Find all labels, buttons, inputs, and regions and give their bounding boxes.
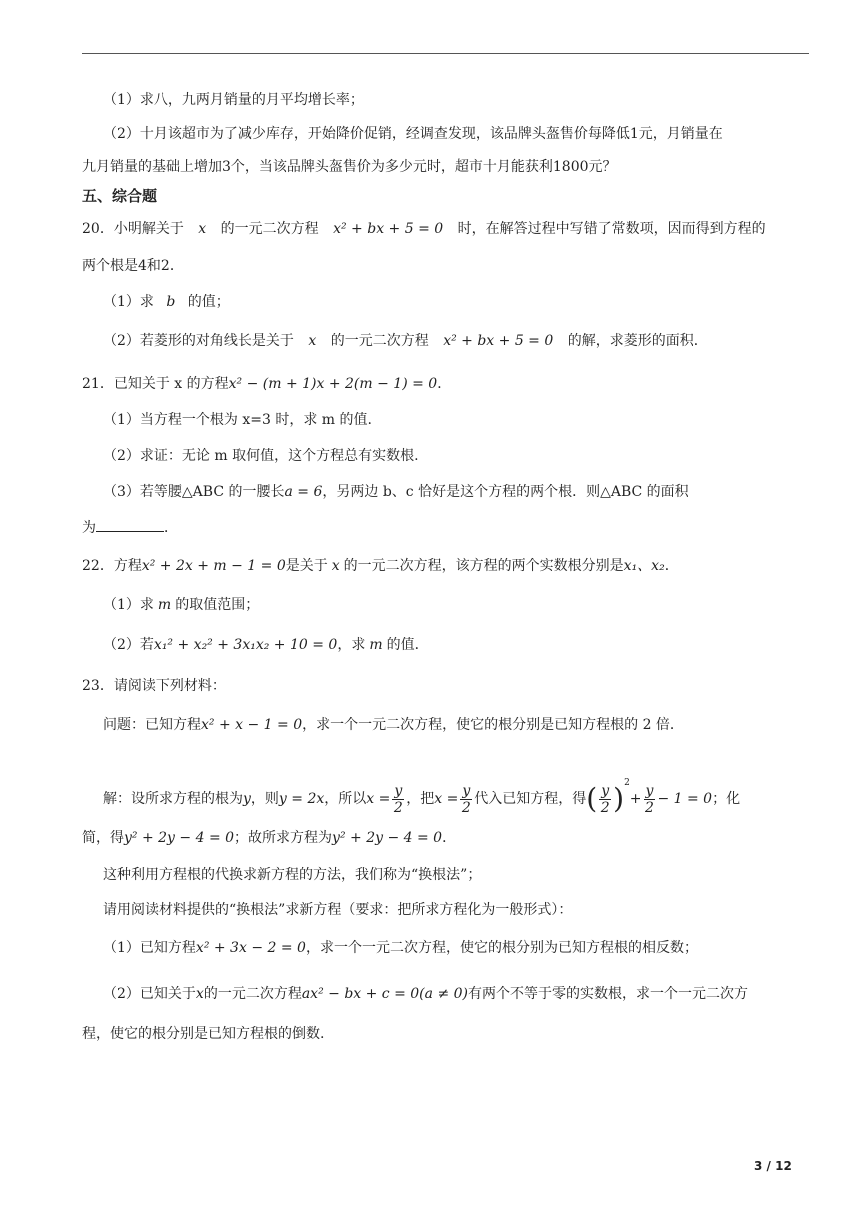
- fraction-y-over-2: $\frac{y}{2}$: [461, 782, 471, 816]
- fraction-y-over-2: $\frac{y}{2}$: [393, 782, 403, 816]
- q19-part1: （1）求八，九两月销量的月平均增长率；: [103, 92, 364, 108]
- q21-part3-answer: 为 ．: [82, 517, 178, 538]
- q21-part3: （3）若等腰△ABC 的一腰长a = 6，另两边 b、c 恰好是这个方程的两个根．则△ABC 的面积: [103, 484, 689, 500]
- section-title: 五、综合题: [82, 187, 158, 205]
- q23-solution-2: 简，得y² + 2y − 4 = 0；故所求方程为y² + 2y − 4 = 0．: [82, 830, 457, 846]
- q21-stem: 21．已知关于 x 的方程x² − (m + 1)x + 2(m − 1) = 0．: [82, 376, 452, 392]
- q19-part2-line1: （2）十月该超市为了减少库存，开始降价促销，经调查发现，该品牌头盔售价每降低1元，月销量在: [103, 126, 723, 142]
- q20-stem-2: 两个根是4和2．: [82, 258, 184, 274]
- q23-part1: （1）已知方程x² + 3x − 2 = 0，求一个一元二次方程，使它的根分别为已知方程根的相反数；: [103, 940, 698, 956]
- q19-part2-line2: 九月销量的基础上增加3个，当该品牌头盔售价为多少元时，超市十月能获利1800元？: [82, 159, 617, 175]
- q22-part1: （1）求 m 的取值范围；: [103, 597, 260, 613]
- fraction-y-over-2: $\frac{y}{2}$: [645, 782, 654, 816]
- q22-part2: （2）若x₁² + x₂² + 3x₁x₂ + 10 = 0，求 m 的值．: [103, 637, 429, 653]
- q23-problem: 问题：已知方程x² + x − 1 = 0，求一个一元二次方程，使它的根分别是已知方程根的 2 倍．: [103, 717, 684, 733]
- q23-part2: （2）已知关于x的一元二次方程ax² − bx + c = 0(a ≠ 0)有两个不等于零的实数根，求一个一元二次方: [103, 986, 748, 1002]
- q20-part2: （2）若菱形的对角线长是关于 x 的一元二次方程 x² + bx + 5 = 0 的解，求菱形的面积．: [103, 333, 708, 349]
- answer-blank[interactable]: [96, 517, 164, 532]
- q23-note2: 请用阅读材料提供的“换根法”求新方程（要求：把所求方程化为一般形式）：: [103, 902, 573, 918]
- page-number: 3 / 12: [754, 1159, 792, 1173]
- q23-part2-line2: 程，使它的根分别是已知方程根的倒数.: [82, 1026, 325, 1042]
- q23-solution: 解：设所求方程的根为y，则y = 2x，所以x = $\frac{y}{2}$ ，把x = $\frac{y}{2}$ 代入已知方程，得( $\frac{y}{2}$ )$^2$+ $\frac{y}{2}$ − 1 = 0；化: [103, 778, 741, 816]
- q20-part1: （1）求 b 的值；: [103, 294, 230, 310]
- q21-part1: （1）当方程一个根为 x=3 时，求 m 的值.: [103, 412, 372, 428]
- q22-stem: 22．方程x² + 2x + m − 1 = 0是关于 x 的一元二次方程，该方程的两个实数根分别是x₁、x₂．: [82, 558, 679, 574]
- header-rule: [82, 53, 809, 54]
- fraction-y-over-2: $\frac{y}{2}$: [600, 782, 610, 816]
- q23-stem: 23．请阅读下列材料：: [82, 678, 226, 694]
- q20-stem: 20．小明解关于 x 的一元二次方程 x² + bx + 5 = 0 时，在解答过程中写错了常数项，因而得到方程的: [82, 221, 766, 237]
- q23-note1: 这种利用方程根的代换求新方程的方法，我们称为“换根法”；: [103, 867, 482, 883]
- q21-part2: （2）求证：无论 m 取何值，这个方程总有实数根.: [103, 448, 419, 464]
